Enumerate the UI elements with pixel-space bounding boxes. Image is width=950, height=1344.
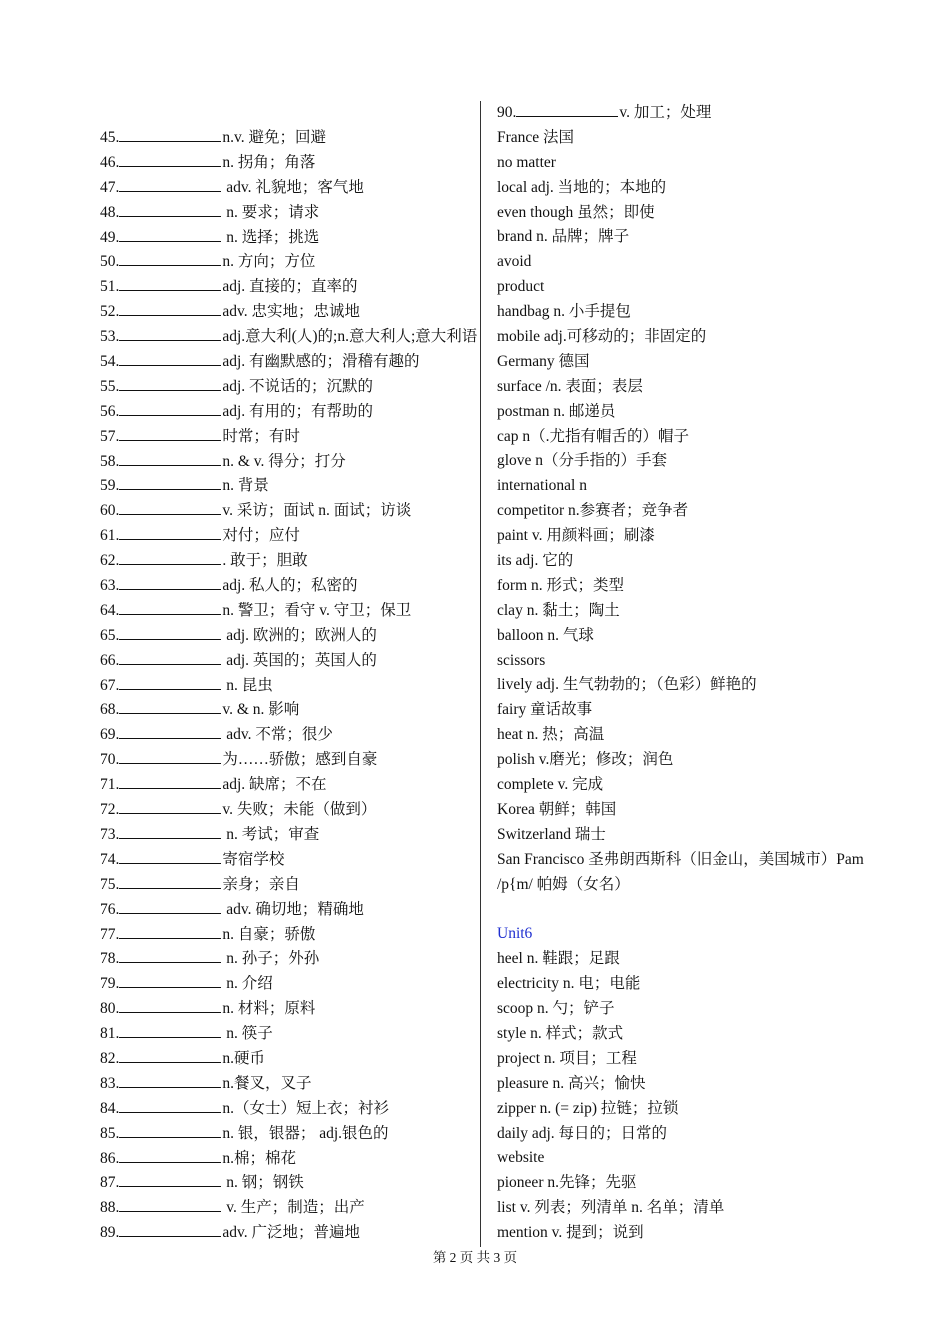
item-number: 47. — [100, 178, 120, 196]
item-meaning: n.餐叉，叉子 — [222, 1074, 312, 1092]
list-item — [100, 773, 470, 798]
list-item — [100, 549, 470, 574]
item-number: 56. — [100, 402, 120, 420]
answer-blank[interactable] — [119, 625, 221, 640]
list-item: website — [497, 1149, 545, 1167]
item-meaning: n. 孙子；外孙 — [222, 950, 320, 968]
item-meaning: v. & n. 影响 — [222, 701, 300, 719]
item-number: 87. — [100, 1174, 120, 1192]
item-number: 74. — [100, 850, 120, 868]
item-meaning: adj. 私人的；私密的 — [222, 577, 358, 595]
item-meaning: adj. 缺席；不在 — [222, 776, 327, 794]
answer-blank[interactable] — [119, 227, 221, 242]
item-number: 67. — [100, 676, 120, 694]
list-item — [100, 898, 470, 923]
item-meaning: adj. 英国的；英国人的 — [222, 651, 377, 669]
item-number: 72. — [100, 801, 120, 819]
list-item — [100, 425, 470, 450]
item-meaning: n. 拐角；角落 — [222, 153, 316, 171]
list-item — [100, 226, 470, 251]
list-item: international n — [497, 477, 587, 495]
list-item — [100, 1147, 470, 1172]
item-meaning: n.（女士）短上衣；衬衫 — [222, 1099, 390, 1117]
answer-blank[interactable] — [119, 799, 221, 814]
list-item: San Francisco 圣弗朗西斯科（旧金山，美国城市）Pam /p{m/ 帕姆（女名） — [497, 850, 864, 893]
item-number: 89. — [100, 1224, 120, 1242]
item-number: 65. — [100, 626, 120, 644]
item-meaning: 对付；应付 — [222, 527, 300, 545]
list-item — [100, 823, 470, 848]
answer-blank[interactable] — [119, 849, 221, 864]
list-item — [100, 176, 470, 201]
answer-blank[interactable] — [119, 1148, 221, 1163]
answer-blank[interactable] — [119, 899, 221, 914]
answer-blank[interactable] — [119, 276, 221, 291]
item-meaning: n. & v. 得分；打分 — [222, 452, 346, 470]
list-item: polish v.磨光；修改；润色 — [497, 751, 674, 769]
list-item — [100, 1047, 470, 1072]
item-meaning: . 敢于；胆敢 — [222, 552, 308, 570]
list-item — [100, 798, 470, 823]
list-item: mobile adj.可移动的；非固定的 — [497, 328, 707, 346]
item-number: 78. — [100, 950, 120, 968]
item-meaning: n. 钢；钢铁 — [222, 1174, 304, 1192]
item-number: 61. — [100, 527, 120, 545]
item-number: 55. — [100, 377, 120, 395]
item-meaning: 亲身；亲自 — [222, 875, 300, 893]
list-item — [100, 923, 470, 948]
answer-blank[interactable] — [119, 948, 221, 963]
answer-blank[interactable] — [119, 575, 221, 590]
item-number: 81. — [100, 1025, 120, 1043]
list-item: scissors — [497, 651, 546, 669]
answer-blank[interactable] — [119, 824, 221, 839]
item-meaning: 寄宿学校 — [222, 850, 285, 868]
list-item — [100, 574, 470, 599]
list-item: competitor n.参赛者；竞争者 — [497, 502, 689, 520]
answer-blank[interactable] — [119, 1073, 221, 1088]
list-item: its adj. 它的 — [497, 552, 574, 570]
list-item: pleasure n. 高兴；愉快 — [497, 1074, 646, 1092]
item-meaning: n. 要求；请求 — [222, 203, 320, 221]
list-item — [100, 300, 470, 325]
item-meaning: v. 加工；处理 — [619, 104, 712, 121]
item-meaning: n. 昆虫 — [222, 676, 273, 694]
list-item: project n. 项目；工程 — [497, 1049, 637, 1067]
item-meaning: n. 选择；挑选 — [222, 228, 320, 246]
list-item: handbag n. 小手提包 — [497, 303, 631, 321]
spacer — [497, 898, 867, 923]
list-item — [100, 325, 478, 350]
list-item: brand n. 品牌；牌子 — [497, 228, 630, 246]
item-number: 70. — [100, 751, 120, 769]
item-number: 90. — [497, 104, 517, 121]
item-number: 73. — [100, 825, 120, 843]
answer-blank[interactable] — [119, 351, 221, 366]
list-item — [100, 748, 470, 773]
item-meaning: adv. 广泛地；普遍地 — [222, 1224, 360, 1242]
answer-blank[interactable] — [119, 675, 221, 690]
item-meaning: n. 方向；方位 — [222, 253, 316, 271]
answer-blank[interactable] — [119, 699, 221, 714]
answer-blank[interactable] — [119, 475, 221, 490]
item-number: 69. — [100, 726, 120, 744]
item-meaning: n. 介绍 — [222, 975, 273, 993]
item-meaning: v. 生产；制造；出产 — [222, 1199, 365, 1217]
unit-heading: Unit6 — [497, 925, 533, 943]
list-item — [100, 1171, 470, 1196]
item-meaning: adj. 不说话的；沉默的 — [222, 377, 374, 395]
answer-blank[interactable] — [119, 1123, 221, 1138]
list-item — [100, 275, 470, 300]
item-meaning: n. 背景 — [222, 477, 269, 495]
list-item: France 法国 — [497, 128, 575, 146]
item-number: 75. — [100, 875, 120, 893]
answer-blank[interactable] — [119, 650, 221, 665]
item-meaning: n. 银，银器； adj.银色的 — [222, 1124, 389, 1142]
item-meaning: adv. 忠实地；忠诚地 — [222, 303, 360, 321]
answer-blank[interactable] — [119, 1023, 221, 1038]
item-meaning: 为……骄傲；感到自豪 — [222, 751, 378, 769]
item-number: 51. — [100, 278, 120, 296]
item-number: 50. — [100, 253, 120, 271]
list-item — [100, 624, 470, 649]
item-meaning: n.v. 避免；回避 — [222, 129, 326, 146]
list-item — [100, 649, 470, 674]
list-item: no matter — [497, 153, 556, 171]
answer-blank[interactable] — [119, 451, 221, 466]
answer-blank[interactable] — [119, 874, 221, 889]
item-meaning: n.硬币 — [222, 1049, 266, 1067]
list-item: postman n. 邮递员 — [497, 402, 616, 420]
answer-blank[interactable] — [119, 550, 221, 565]
answer-blank[interactable] — [119, 127, 221, 142]
list-item — [100, 350, 470, 375]
answer-blank[interactable] — [119, 973, 221, 988]
item-number: 80. — [100, 1000, 120, 1018]
item-number: 71. — [100, 776, 120, 794]
list-item: glove n（分手指的）手套 — [497, 452, 668, 470]
answer-blank[interactable] — [119, 724, 221, 739]
list-item: daily adj. 每日的；日常的 — [497, 1124, 668, 1142]
list-item — [100, 524, 470, 549]
answer-blank[interactable] — [119, 251, 221, 266]
item-meaning: adj. 有幽默感的；滑稽有趣的 — [222, 353, 420, 371]
list-item: cap n（.尤指有帽舌的）帽子 — [497, 427, 690, 445]
item-number: 57. — [100, 427, 120, 445]
list-item: list v. 列表；列清单 n. 名单；清单 — [497, 1199, 725, 1217]
list-item — [100, 201, 470, 226]
item-meaning: adv. 礼貌地；客气地 — [222, 178, 364, 196]
list-item — [100, 599, 470, 624]
list-item: product — [497, 278, 545, 296]
right-column — [497, 101, 867, 1246]
item-number: 82. — [100, 1049, 120, 1067]
list-item — [100, 499, 470, 524]
answer-blank[interactable] — [119, 1197, 221, 1212]
list-item — [100, 848, 470, 873]
list-item: balloon n. 气球 — [497, 626, 594, 644]
list-item — [100, 698, 470, 723]
list-item — [100, 126, 470, 151]
answer-blank[interactable] — [119, 998, 221, 1013]
answer-blank[interactable] — [119, 600, 221, 615]
item-meaning: n. 自豪；骄傲 — [222, 925, 316, 943]
answer-blank[interactable] — [119, 152, 221, 167]
list-item — [100, 1221, 470, 1246]
list-item — [100, 997, 470, 1022]
list-item — [100, 1072, 470, 1097]
answer-blank[interactable] — [119, 1098, 221, 1113]
list-item: style n. 样式；款式 — [497, 1024, 624, 1042]
list-item — [100, 1196, 470, 1221]
item-number: 77. — [100, 925, 120, 943]
list-item: electricity n. 电；电能 — [497, 975, 641, 993]
item-meaning: n.棉；棉花 — [222, 1149, 297, 1167]
item-number: 88. — [100, 1199, 120, 1217]
item-number: 58. — [100, 452, 120, 470]
item-number: 64. — [100, 601, 120, 619]
list-item: Korea 朝鲜；韩国 — [497, 800, 617, 818]
item-number: 53. — [100, 328, 120, 346]
left-column — [100, 126, 478, 1246]
item-number: 60. — [100, 502, 120, 520]
answer-blank[interactable] — [119, 525, 221, 540]
list-item — [100, 400, 470, 425]
item-meaning: adj. 有用的；有帮助的 — [222, 402, 374, 420]
list-item: Germany 德国 — [497, 352, 590, 370]
item-meaning: adv. 确切地；精确地 — [222, 900, 364, 918]
item-number: 49. — [100, 228, 120, 246]
list-item: pioneer n.先锋；先驱 — [497, 1174, 637, 1192]
answer-blank[interactable] — [119, 301, 221, 316]
item-meaning: n. 警卫；看守 v. 守卫；保卫 — [222, 601, 412, 619]
answer-blank[interactable] — [119, 376, 221, 391]
list-item: even though 虽然；即使 — [497, 203, 655, 221]
item-number: 48. — [100, 203, 120, 221]
list-item: Switzerland 瑞士 — [497, 825, 606, 843]
list-item — [100, 873, 470, 898]
item-number: 62. — [100, 552, 120, 570]
item-meaning: n. 筷子 — [222, 1025, 273, 1043]
list-item: fairy 童话故事 — [497, 701, 593, 719]
answer-blank[interactable] — [119, 1222, 221, 1237]
item-number: 85. — [100, 1124, 120, 1142]
item-number: 52. — [100, 303, 120, 321]
answer-blank[interactable] — [119, 924, 221, 939]
item-number: 84. — [100, 1099, 120, 1117]
item-meaning: v. 采访；面试 n. 面试；访谈 — [222, 502, 412, 520]
page-footer: 第 2 页 共 3 页 — [432, 1250, 518, 1265]
answer-blank[interactable] — [119, 326, 221, 341]
item-meaning: adj. 欧洲的；欧洲人的 — [222, 626, 377, 644]
list-item: surface /n. 表面；表层 — [497, 377, 643, 395]
answer-blank[interactable] — [119, 774, 221, 789]
list-item — [100, 723, 470, 748]
list-item: heel n. 鞋跟；足跟 — [497, 950, 620, 968]
answer-blank[interactable] — [516, 102, 618, 117]
answer-blank[interactable] — [119, 1048, 221, 1063]
list-item — [100, 1022, 470, 1047]
answer-blank[interactable] — [119, 426, 221, 441]
item-meaning: n. 材料；原料 — [222, 1000, 316, 1018]
list-item — [100, 972, 470, 997]
item-number: 86. — [100, 1149, 120, 1167]
answer-blank[interactable] — [119, 1172, 221, 1187]
list-item — [100, 674, 470, 699]
item-number: 59. — [100, 477, 120, 495]
answer-blank[interactable] — [119, 177, 221, 192]
item-number: 46. — [100, 153, 120, 171]
item-number: 63. — [100, 577, 120, 595]
item-meaning: n. 考试；审查 — [222, 825, 320, 843]
item-number: 66. — [100, 651, 120, 669]
list-item — [100, 1122, 470, 1147]
item-meaning: adv. 不常；很少 — [222, 726, 333, 744]
list-item — [100, 250, 470, 275]
list-item: paint v. 用颜料画；刷漆 — [497, 527, 655, 545]
list-item: complete v. 完成 — [497, 776, 604, 794]
answer-blank[interactable] — [119, 749, 221, 764]
list-item: local adj. 当地的；本地的 — [497, 178, 667, 196]
list-item — [100, 450, 470, 475]
answer-blank[interactable] — [119, 401, 221, 416]
item-number: 45. — [100, 129, 120, 146]
list-item — [100, 1097, 470, 1122]
item-meaning: adj. 直接的；直率的 — [222, 278, 358, 296]
item-meaning: 时常；有时 — [222, 427, 300, 445]
list-item: mention v. 提到；说到 — [497, 1224, 644, 1242]
item-number: 76. — [100, 900, 120, 918]
list-item — [100, 375, 470, 400]
list-item: avoid — [497, 253, 532, 271]
list-item: zipper n. (= zip) 拉链；拉锁 — [497, 1099, 679, 1117]
item-number: 79. — [100, 975, 120, 993]
item-number: 68. — [100, 701, 120, 719]
column-divider — [480, 101, 481, 1247]
item-number: 83. — [100, 1074, 120, 1092]
list-item: scoop n. 勺；铲子 — [497, 1000, 615, 1018]
answer-blank[interactable] — [119, 500, 221, 515]
item-meaning: adj.意大利(人)的;n.意大利人;意大利语 — [222, 328, 478, 346]
list-item: form n. 形式；类型 — [497, 576, 625, 594]
list-item — [100, 151, 470, 176]
list-item: heat n. 热；高温 — [497, 726, 605, 744]
list-item — [497, 101, 867, 126]
list-item: clay n. 黏土；陶土 — [497, 601, 620, 619]
list-item — [100, 947, 470, 972]
item-number: 54. — [100, 353, 120, 371]
list-item — [100, 474, 470, 499]
list-item: lively adj. 生气勃勃的；（色彩）鲜艳的 — [497, 676, 757, 694]
item-meaning: v. 失败；未能（做到） — [222, 801, 377, 819]
answer-blank[interactable] — [119, 202, 221, 217]
